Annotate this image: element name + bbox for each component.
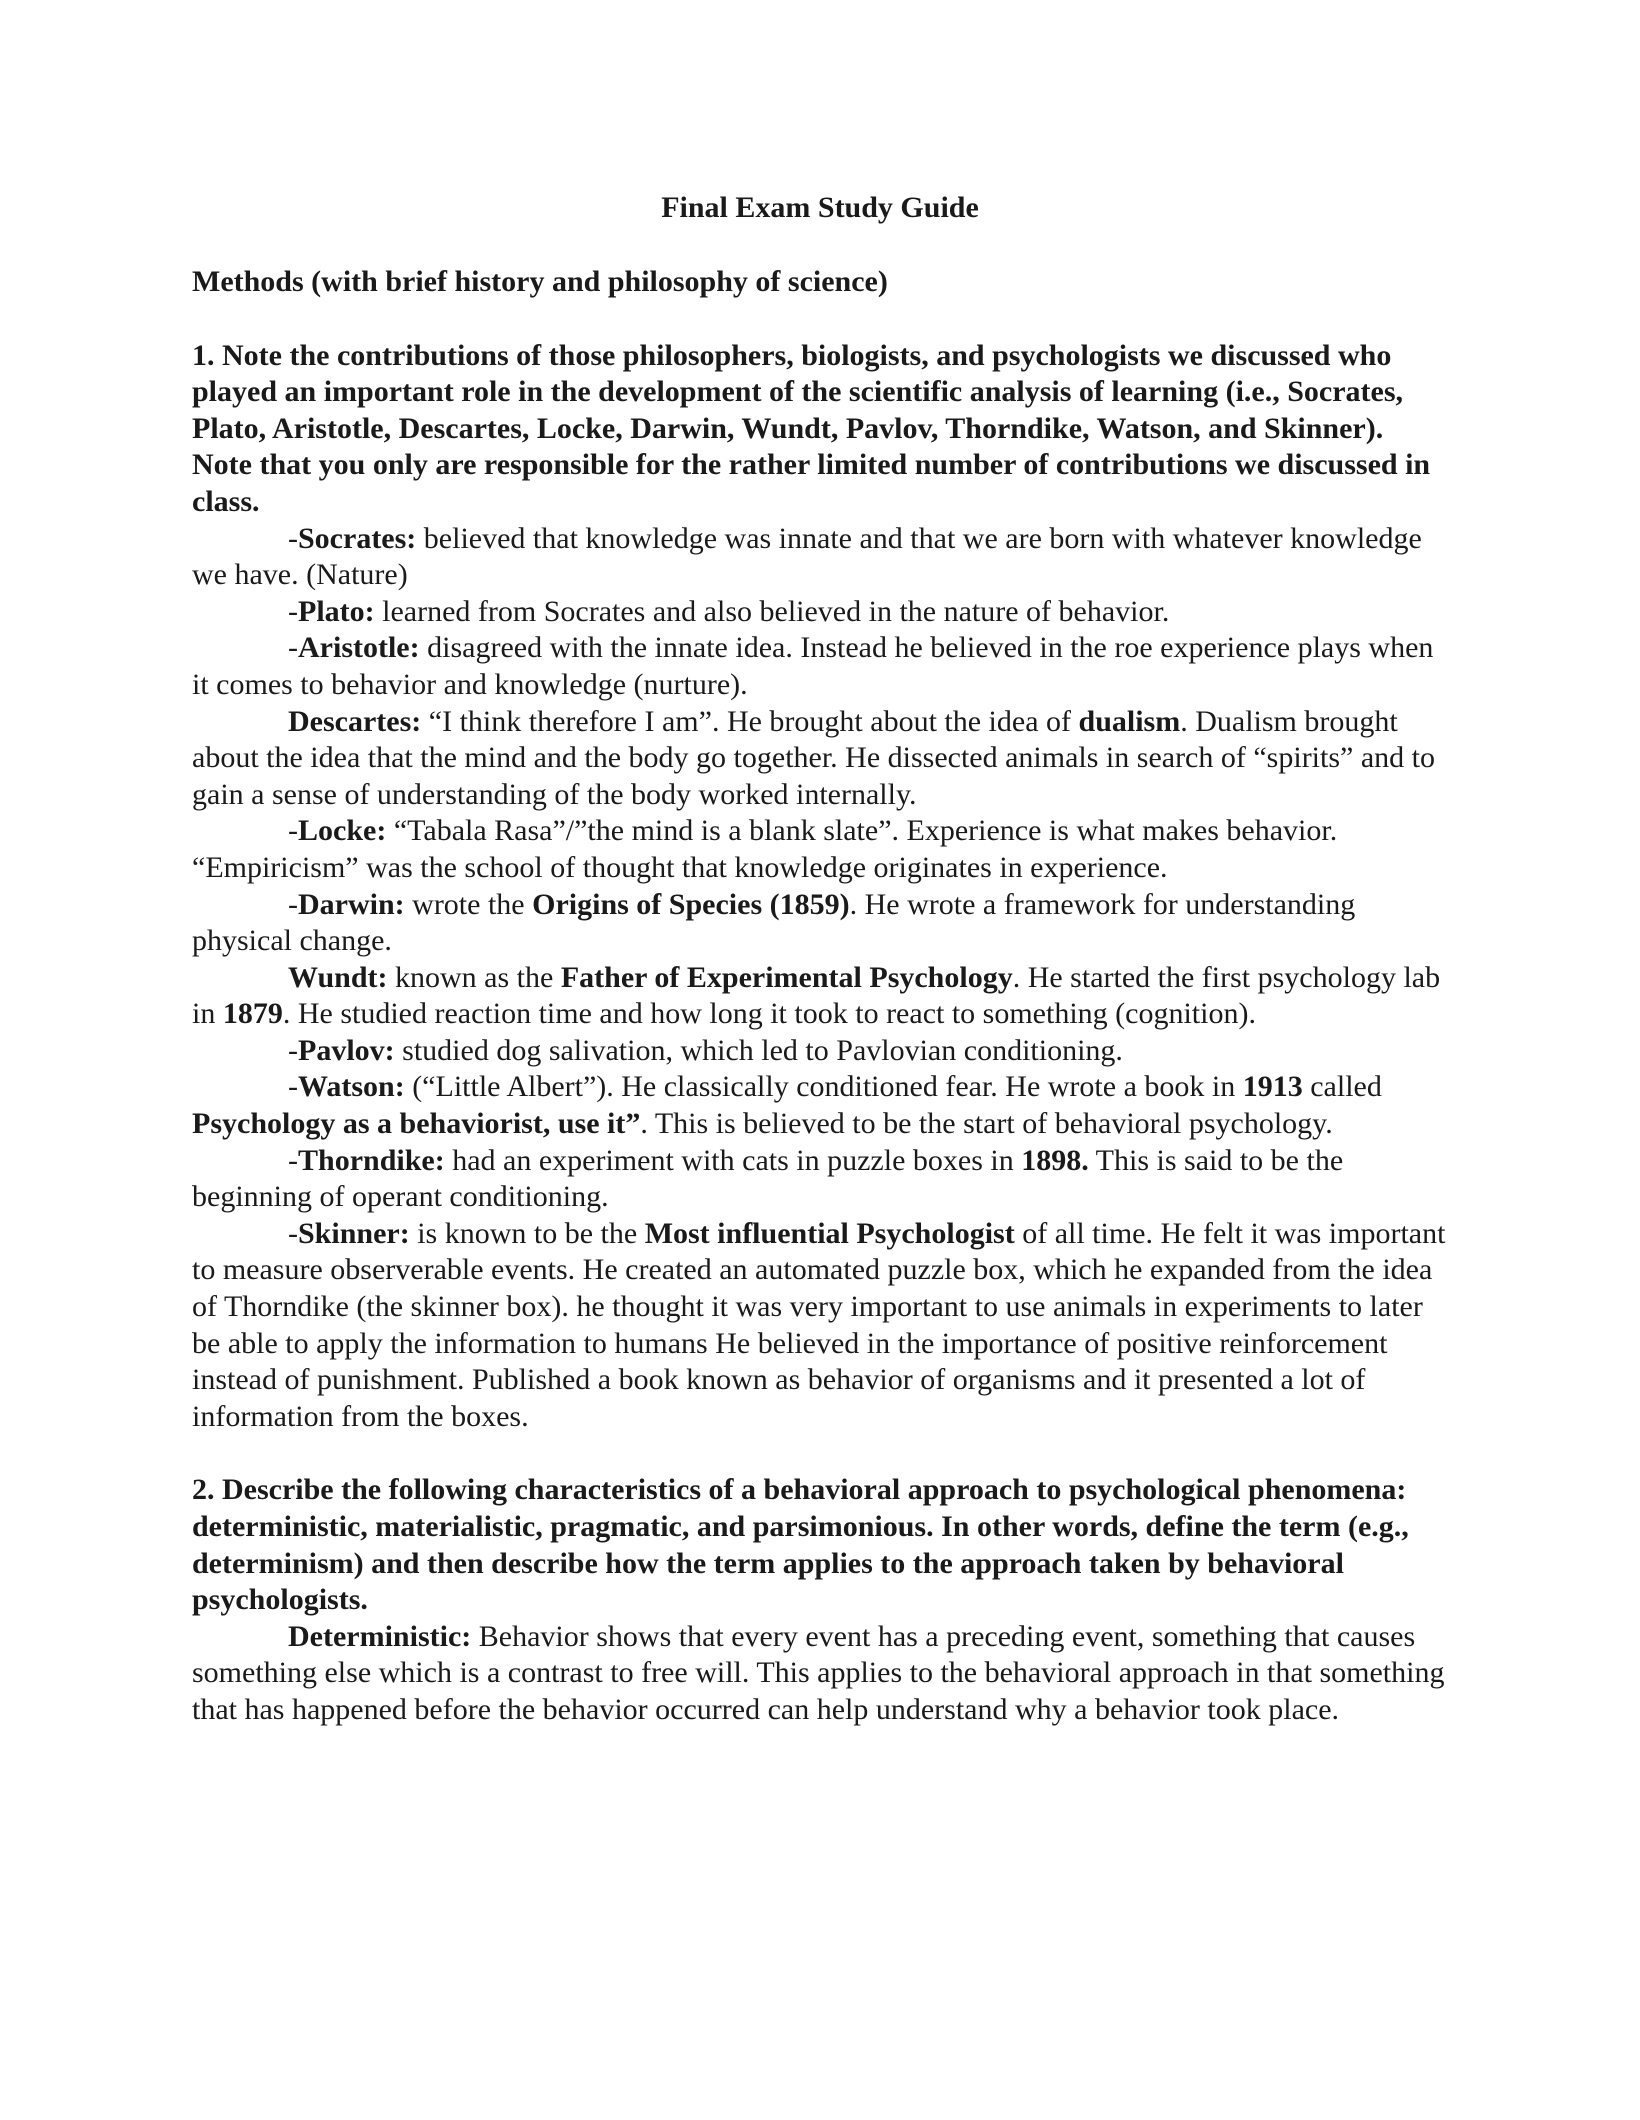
- entry-descartes: [192, 704, 1448, 814]
- entry-text: known as the: [387, 960, 561, 994]
- entry-watson: [192, 1069, 1448, 1142]
- entry-name: Deterministic:: [288, 1619, 472, 1653]
- entry-prefix: -: [288, 1143, 298, 1177]
- entry-name: Skinner:: [298, 1216, 410, 1250]
- entry-text: believed that knowledge was innate and that we are born with whatever knowledge we have. (Nature): [192, 521, 1422, 592]
- section-heading: Methods (with brief history and philosophy of science): [192, 265, 888, 298]
- entry-name: Aristotle:: [298, 631, 420, 665]
- entry-name: Thorndike:: [298, 1143, 445, 1177]
- entry-text: . Dualism brought about the idea that the mind and the body go together. He dissected animals in search of “spirits” and to gain a sense of understanding of the body worked internally.: [192, 704, 1435, 811]
- entry-locke: [192, 813, 1448, 886]
- document-title: Final Exam Study Guide: [661, 191, 979, 224]
- entry-text: is known to be the: [409, 1216, 645, 1250]
- entry-pavlov: [192, 1033, 1448, 1070]
- entry-name: Watson:: [298, 1070, 405, 1104]
- question-1: 1. Note the contributions of those philosophers, biologists, and psychologists we discussed who played an important role in the development of the scientific analysis of learning (i.e., Socrates, Plato, Aristotle, Descartes, Locke, Darwin, Wundt, Pavlov, Thorndike, Watson, and Skinner). Note that you only are responsible for the rather limited number of contributions we discussed in class.: [192, 338, 1431, 518]
- entry-bold-term: Psychology as a behaviorist, use it”: [192, 1107, 641, 1141]
- entry-text: of all time. He felt it was important to measure observerable events. He created an automated puzzle box, which he expanded from the idea of Thorndike (the skinner box). he thought it was very important to use animals in experiments to later be able to apply the information to humans He believed in the importance of positive reinforcement instead of punishment. Published a book known as behavior of organisms and it presented a lot of information from the boxes.: [192, 1216, 1446, 1433]
- entry-name: Wundt:: [288, 960, 388, 994]
- entry-prefix: -: [288, 521, 298, 555]
- entry-text: studied dog salivation, which led to Pavlovian conditioning.: [394, 1033, 1123, 1067]
- entry-name: Descartes:: [288, 704, 422, 738]
- entry-prefix: -: [288, 1070, 298, 1104]
- entry-text: . This is believed to be the start of behavioral psychology.: [640, 1107, 1333, 1141]
- entry-bold-term: 1913: [1242, 1070, 1303, 1104]
- document-content: [192, 190, 1448, 1729]
- entry-bold-term: Most influential Psychologist: [644, 1216, 1015, 1250]
- entry-text: . He started the first psychology lab in: [192, 960, 1441, 1031]
- entry-bold-term: Father of Experimental Psychology: [560, 960, 1013, 994]
- entry-prefix: -: [288, 1033, 298, 1067]
- entry-prefix: -: [288, 814, 298, 848]
- entry-text: learned from Socrates and also believed in the nature of behavior.: [374, 594, 1170, 628]
- entry-skinner: [192, 1216, 1448, 1436]
- entry-thorndike: [192, 1143, 1448, 1216]
- entry-text: “Tabala Rasa”/”the mind is a blank slate”. Experience is what makes behavior. “Empiricism” was the school of thought that knowledge originates in experience.: [192, 814, 1338, 884]
- entry-name: Darwin:: [298, 887, 405, 921]
- entry-text: . He studied reaction time and how long it took to react to something (cognition).: [282, 997, 1256, 1031]
- entry-name: Socrates:: [298, 521, 417, 555]
- entry-text: wrote the: [404, 887, 533, 921]
- entry-name: Plato:: [298, 594, 375, 628]
- entry-prefix: -: [288, 1216, 298, 1250]
- entry-text: disagreed with the innate idea. Instead he believed in the roe experience plays when it comes to behavior and knowledge (nurture).: [192, 631, 1434, 701]
- entry-text: (“Little Albert”). He classically conditioned fear. He wrote a book in: [404, 1070, 1243, 1104]
- entry-name: Pavlov:: [298, 1033, 395, 1067]
- question-2: 2. Describe the following characteristics of a behavioral approach to psychological phenomena: deterministic, materialistic, pragmatic, and parsimonious. In other words, define the term (e.g., determinism) and then describe how the term applies to the approach taken by behavioral psychologists.: [192, 1473, 1409, 1617]
- entry-darwin: [192, 887, 1448, 960]
- entry-prefix: -: [288, 594, 298, 628]
- entry-text: had an experiment with cats in puzzle boxes in: [444, 1143, 1022, 1177]
- entry-socrates: [192, 521, 1448, 594]
- entry-text: This is said to be the beginning of operant conditioning.: [192, 1143, 1344, 1214]
- entry-prefix: -: [288, 631, 298, 665]
- entry-bold-term: 1879: [222, 997, 283, 1031]
- entry-text: Behavior shows that every event has a preceding event, something that causes something else which is a contrast to free will. This applies to the behavioral approach in that something that has happened before the behavior occurred can help understand why a behavior took place.: [192, 1619, 1445, 1726]
- paragraph-gap: [192, 1435, 1448, 1472]
- entry-bold-term: 1898.: [1021, 1143, 1089, 1177]
- entry-prefix: -: [288, 887, 298, 921]
- entry-wundt: [192, 960, 1448, 1033]
- entry-bold-term: dualism: [1078, 704, 1181, 738]
- entry-deterministic: [192, 1619, 1448, 1729]
- entry-name: Locke:: [298, 814, 387, 848]
- entry-aristotle: [192, 630, 1448, 703]
- entry-text: called: [1302, 1070, 1382, 1104]
- entry-text: “I think therefore I am”. He brought about the idea of: [421, 704, 1079, 738]
- entry-text: . He wrote a framework for understanding physical change.: [192, 887, 1356, 958]
- entry-bold-term: Origins of Species (1859): [532, 887, 850, 921]
- entry-plato: [192, 594, 1448, 631]
